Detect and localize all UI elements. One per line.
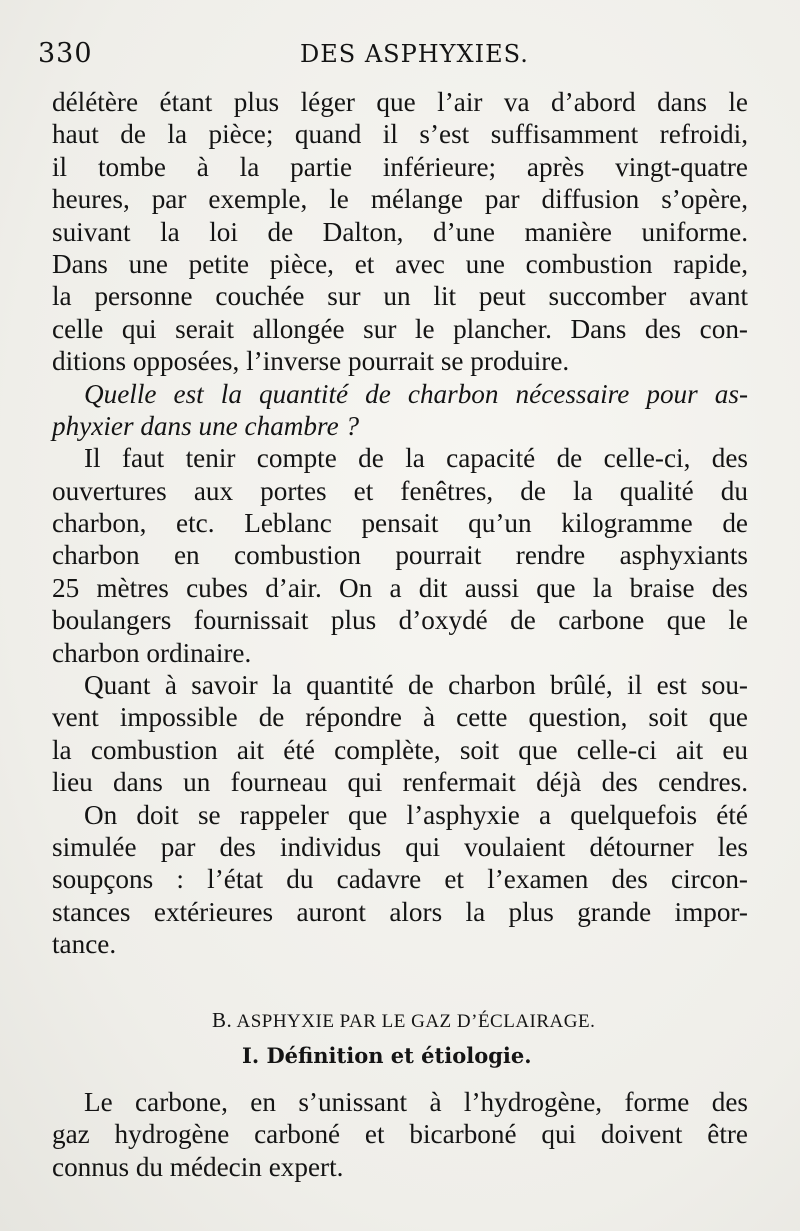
- text-line: charbon ordinaire.: [52, 637, 252, 668]
- text-line: celle qui serait allongée sur le plancher. Dans des con-: [52, 313, 748, 344]
- text-line: suivant la loi de Dalton, d’une manière uniforme.: [52, 216, 748, 247]
- subsection-heading: I. Définition et étiologie.: [242, 1043, 532, 1068]
- section-heading: [212, 1008, 595, 1033]
- running-head: [38, 38, 758, 78]
- text-line: simulée par des individus qui voulaient détourner les: [52, 831, 748, 862]
- text-line: lieu dans un fourneau qui renfermait déjà des cendres.: [52, 767, 748, 798]
- running-title: DES ASPHYXIES.: [300, 40, 529, 68]
- text-line: On doit se rappeler que l’asphyxie a quelquefois été: [84, 799, 748, 830]
- text-line: connus du médecin expert.: [52, 1151, 344, 1182]
- text-line: Quant à savoir la quantité de charbon brûlé, il est sou-: [84, 670, 748, 701]
- section-title: ASPHYXIE PAR LE GAZ D’ÉCLAIRAGE.: [236, 1011, 596, 1032]
- question-line: Quelle est la quantité de charbon nécessaire pour as-: [84, 378, 748, 409]
- text-line: Dans une petite pièce, et avec une combustion rapide,: [52, 248, 748, 279]
- body-text-top: [52, 86, 748, 961]
- text-line: vent impossible de répondre à cette question, soit que: [52, 702, 748, 733]
- text-line: 25 mètres cubes d’air. On a dit aussi que la braise des: [52, 572, 748, 603]
- question-line: phyxier dans une chambre ?: [52, 410, 360, 441]
- text-line: délétère étant plus léger que l’air va d’abord dans le: [52, 87, 748, 117]
- page-number: 330: [38, 38, 93, 69]
- text-line: charbon, etc. Leblanc pensait qu’un kilogramme de: [52, 508, 748, 539]
- text-line: soupçons : l’état du cadavre et l’examen des circon-: [52, 864, 748, 895]
- text-line: haut de la pièce; quand il s’est suffisamment refroidi,: [52, 119, 748, 150]
- text-line: charbon en combustion pourrait rendre asphyxiants: [52, 540, 748, 571]
- text-line: Il faut tenir compte de la capacité de celle-ci, des: [84, 443, 748, 474]
- body-text-bottom: [52, 1086, 748, 1183]
- text-line: stances extérieures auront alors la plus grande impor-: [52, 896, 748, 927]
- section-letter: B.: [212, 1008, 233, 1032]
- text-line: la personne couchée sur un lit peut succomber avant: [52, 281, 748, 312]
- text-line: la combustion ait été complète, soit que celle-ci ait eu: [52, 734, 748, 765]
- text-line: gaz hydrogène carboné et bicarboné qui doivent être: [52, 1119, 748, 1150]
- text-line: ouvertures aux portes et fenêtres, de la qualité du: [52, 475, 748, 506]
- text-line: tance.: [52, 929, 117, 960]
- text-line: il tombe à la partie inférieure; après vingt-quatre: [52, 151, 748, 182]
- text-line: boulangers fournissait plus d’oxydé de carbone que le: [52, 605, 748, 636]
- text-line: heures, par exemple, le mélange par diffusion s’opère,: [52, 184, 748, 215]
- text-line: ditions opposées, l’inverse pourrait se produire.: [52, 346, 570, 377]
- text-line: Le carbone, en s’unissant à l’hydrogène, forme des: [84, 1087, 748, 1117]
